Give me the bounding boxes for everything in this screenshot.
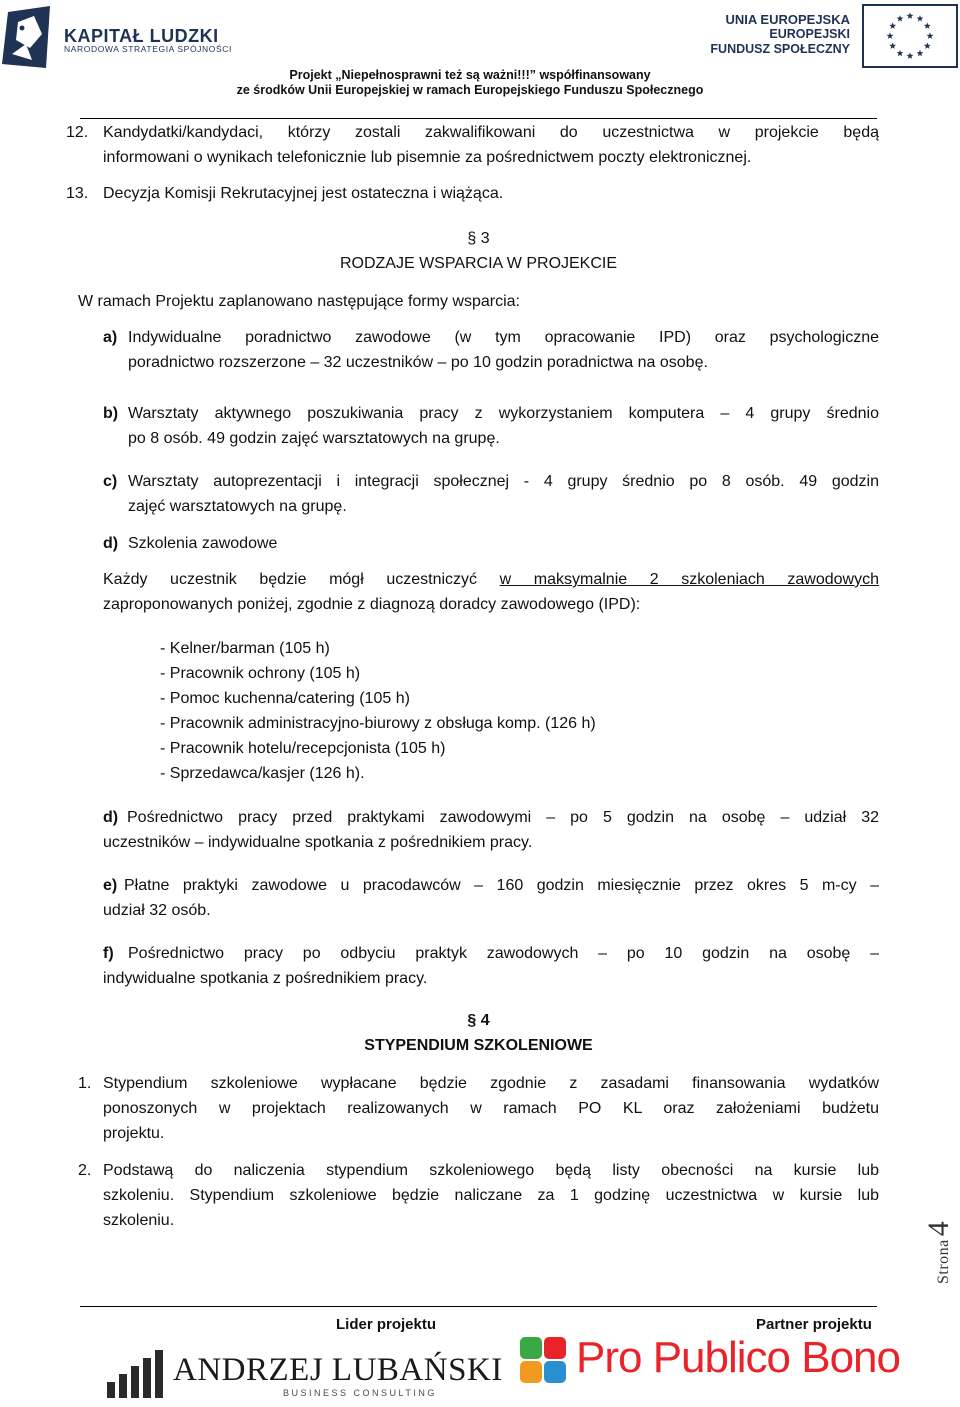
course-item: - Pracownik ochrony (105 h) xyxy=(160,665,361,682)
course-item: - Sprzedawca/kasjer (126 h). xyxy=(160,765,365,782)
participant-rule: Każdy uczestnik będzie mógł uczestniczyć w maksymalnie 2 szkoleniach zawodowych zaproponowanych poniżej, zgodnie z diagnozą doradcy zawodowego (IPD): xyxy=(103,571,880,613)
partner-label: Partner projektu xyxy=(756,1316,872,1333)
leader-label: Lider projektu xyxy=(336,1316,437,1333)
section-symbol: § 4 xyxy=(467,1012,490,1029)
support-b-text: Warsztaty aktywnego poszukiwania pracy z wykorzystaniem komputera – 4 grupy średnio po 8 osób. 49 godzin zajęć warsztatowych na grupę. xyxy=(128,405,879,447)
item-12-text: Kandydatki/kandydaci, którzy zostali zakwalifikowani do uczestnictwa w projekcie będą informowani o wynikach telefonicznie lub pisemnie za pośrednictwem poczty elektronicznej. xyxy=(103,124,879,166)
item-number: 2. xyxy=(78,1162,92,1179)
leader-subtitle: BUSINESS CONSULTING xyxy=(283,1388,437,1398)
list-label-c: c) xyxy=(103,473,118,490)
support-e-text: Płatne praktyki zawodowe u pracodawców – 160 godzin miesięcznie przez okres 5 m-cy – udział 32 osób. xyxy=(103,877,879,919)
course-item: - Pracownik hotelu/recepcjonista (105 h) xyxy=(160,740,446,757)
header-divider xyxy=(80,118,877,119)
bar-chart-icon xyxy=(105,1348,169,1400)
eu-line-3: FUNDUSZ SPOŁECZNY xyxy=(710,42,850,56)
eu-flag-icon xyxy=(862,4,958,68)
pro-publico-bono-logo xyxy=(518,1333,900,1389)
list-label-e: e) xyxy=(103,877,118,894)
stipend-item-2: Podstawą do naliczenia stypendium szkoleniowego będą listy obecności na kursie lub szkoleniu. Stypendium szkoleniowe będzie naliczane za 1 godzinę uczestnictwa w kursie lub szkoleniu. xyxy=(103,1162,879,1229)
list-label-d2: d) xyxy=(103,809,119,826)
eu-line-2: EUROPEJSKI xyxy=(769,27,850,41)
list-label-b: b) xyxy=(103,405,119,422)
page-digit: 4 xyxy=(922,1221,955,1237)
leader-name: ANDRZEJ LUBAŃSKI xyxy=(173,1352,503,1388)
support-a-text: Indywidualne poradnictwo zawodowe (w tym opracowanie IPD) oraz psychologiczne poradnictwo rozszerzone – 32 uczestników – po 10 godzin poradnictwa na osobę. xyxy=(128,329,879,371)
eu-line-1: UNIA EUROPEJSKA xyxy=(725,12,850,27)
support-c-text: Warsztaty autoprezentacji i integracji społecznej - 4 grupy średnio po 8 osób. 49 godzin zajęć warsztatowych na grupę. xyxy=(128,473,879,515)
course-item: - Kelner/barman (105 h) xyxy=(160,640,330,657)
list-label-a: a) xyxy=(103,329,118,346)
section-intro: W ramach Projektu zaplanowano następujące formy wsparcia: xyxy=(78,293,520,310)
support-d-text: Szkolenia zawodowe xyxy=(128,535,278,552)
page-word: Strona xyxy=(935,1239,952,1284)
kl-title: KAPITAŁ LUDZKI xyxy=(64,26,219,46)
course-item: - Pomoc kuchenna/catering (105 h) xyxy=(160,690,410,707)
partner-name: Pro Publico Bono xyxy=(576,1333,900,1382)
item-number: 13. xyxy=(66,185,89,202)
section-title: RODZAJE WSPARCIA W PROJEKCIE xyxy=(339,255,618,272)
page-number xyxy=(922,1200,955,1290)
stipend-item-1: Stypendium szkoleniowe wypłacane będzie zgodnie z zasadami finansowania wydatków ponoszonych w projektach realizowanych w ramach PO KL oraz założeniami budżetu projektu. xyxy=(103,1075,879,1142)
eu-text xyxy=(710,12,850,57)
item-13-text: Decyzja Komisji Rekrutacyjnej jest ostateczna i wiążąca. xyxy=(103,185,504,202)
support-f-text: Pośrednictwo pracy po odbyciu praktyk zawodowych – po 10 godzin na osobę – indywidualne spotkania z pośrednikiem pracy. xyxy=(103,945,879,987)
item-number: 1. xyxy=(78,1075,92,1092)
section-symbol: § 3 xyxy=(467,230,490,247)
ppb-squares-icon xyxy=(518,1335,570,1387)
footer-divider xyxy=(80,1306,877,1307)
item-number: 12. xyxy=(66,124,89,141)
project-line-2: ze środków Unii Europejskiej w ramach Europejskiego Funduszu Społecznego xyxy=(236,83,704,97)
course-item: - Pracownik administracyjno-biurowy z obsługa komp. (126 h) xyxy=(160,715,596,732)
list-label-f: f) xyxy=(103,945,114,962)
andrzej-lubanski-logo xyxy=(105,1344,503,1404)
list-label-d: d) xyxy=(103,535,119,552)
section-title: STYPENDIUM SZKOLENIOWE xyxy=(364,1037,593,1054)
project-line-1: Projekt „Niepełnosprawni też są ważni!!!” współfinansowany xyxy=(289,68,651,82)
support-d2-text: Pośrednictwo pracy przed praktykami zawodowymi – po 5 godzin na osobę – udział 32 uczestników – indywidualne spotkania z pośrednikiem pracy. xyxy=(103,809,879,851)
kl-subtitle: NARODOWA STRATEGIA SPÓJNOŚCI xyxy=(64,44,232,54)
